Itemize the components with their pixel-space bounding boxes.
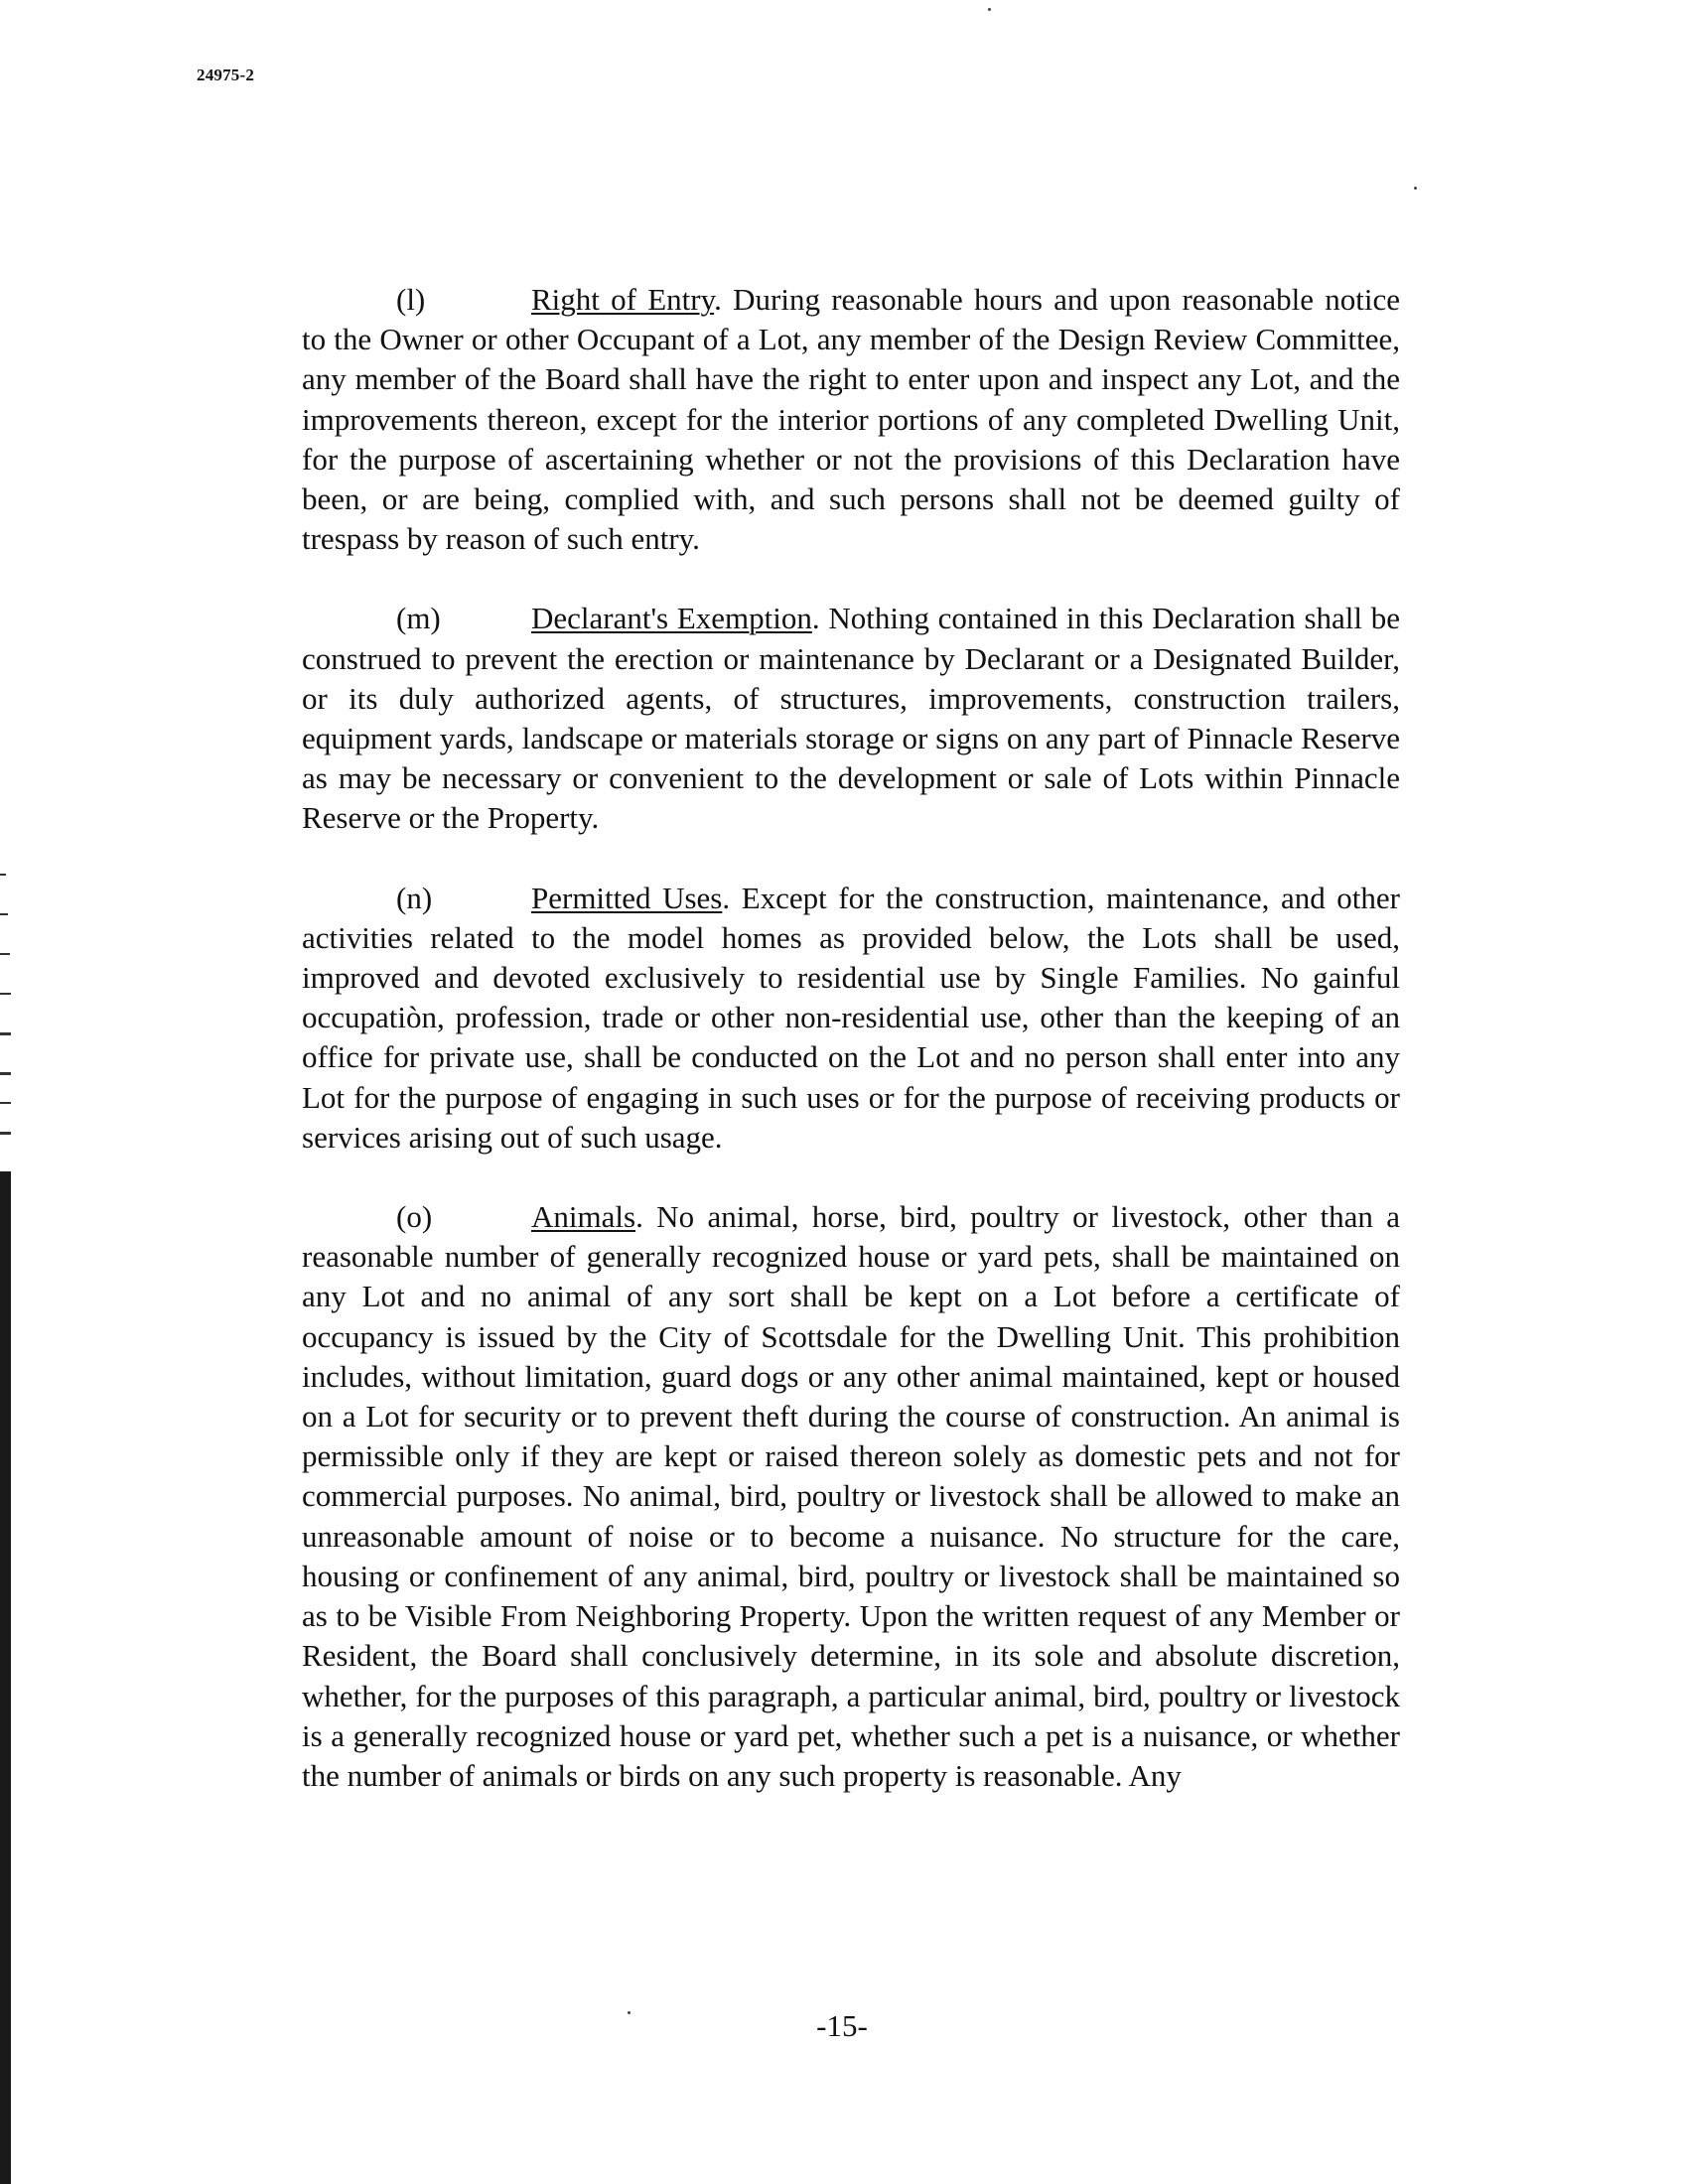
scan-mark [0,993,11,995]
page-number: -15- [816,2008,868,2043]
scan-speck [1414,187,1417,190]
scan-mark [0,1102,11,1104]
document-body [302,280,1400,1836]
paragraph-text: . No animal, horse, bird, poultry or livestock, other than a reasonable number of generally recognized house or yard pets, shall be maintained on any Lot and no animal of any sort shall be kept on a Lot before a certificate of occupancy is issued by the City of Scottsdale for the Dwelling Unit. This prohibition includes, without limitation, guard dogs or any other animal maintained, kept or housed on a Lot for security or to prevent theft during the course of construction. An animal is permissible only if they are kept or raised thereon solely as domestic pets and not for commercial purposes. No animal, bird, poultry or livestock shall be allowed to make an unreasonable amount of noise or to become a nuisance. No structure for the care, housing or confinement of any animal, bird, poultry or livestock shall be maintained so as to be Visible From Neighboring Property. Upon the written request of any Member or Resident, the Board shall conclusively determine, in its sole and absolute discretion, whether, for the purposes of this paragraph, a particular animal, bird, poultry or livestock is a generally recognized house or yard pet, whether such a pet is a nuisance, or whether the number of animals or birds on any such property is reasonable. Any [302,1199,1400,1793]
scan-mark [0,1072,11,1075]
paragraph-number: (m) [396,601,441,636]
paragraph-number: (o) [396,1199,433,1235]
paragraph-animals [302,1197,1400,1796]
scan-mark [0,1032,11,1035]
paragraph-text: . Except for the construction, maintenance, and other activities related to the model homes as provided below, the Lots shall be used, improved and devoted exclusively to residential use by Single Families. No gainful occupatiòn, profession, trade or other non-residential use, other than the keeping of an office for private use, shall be conducted on the Lot and no person shall enter into any Lot for the purpose of engaging in such uses or for the purpose of receiving products or services arising out of such usage. [302,880,1400,1155]
paragraph-text: . During reasonable hours and upon reasonable notice to the Owner or other Occupant of a Lot, any member of the Design Review Committee, any member of the Board shall have the right to enter upon and inspect any Lot, and the improvements thereon, except for the interior portions of any completed Dwelling Unit, for the purpose of ascertaining whether or not the provisions of this Declaration have been, or are being, complied with, and such persons shall not be deemed guilty of trespass by reason of such entry. [302,282,1400,557]
scan-edge-bar [0,1171,11,2184]
paragraph-declarants-exemption [302,599,1400,838]
paragraph-right-of-entry [302,280,1400,559]
scan-mark [0,1132,11,1135]
paragraph-number: (l) [396,282,426,317]
paragraph-text: . Nothing contained in this Declaration shall be construed to prevent the erection or maintenance by Declarant or a Designated Builder, or its duly authorized agents, of structures, improvements, construction trailers, equipment yards, landscape or materials storage or signs on any part of Pinnacle Reserve as may be necessary or convenient to the development or sale of Lots within Pinnacle Reserve or the Property. [302,601,1401,836]
scan-speck [628,2011,631,2014]
document-id: 24975-2 [197,66,255,84]
paragraph-heading: Permitted Uses [531,880,723,915]
scan-mark [0,913,8,915]
scan-mark [0,874,6,876]
paragraph-number: (n) [396,880,433,915]
paragraph-heading: Animals [531,1199,636,1235]
paragraph-heading: Declarant's Exemption [531,601,812,636]
paragraph-heading: Right of Entry [531,282,715,317]
paragraph-permitted-uses [302,879,1400,1158]
scan-mark [0,953,10,955]
scan-speck [988,8,991,11]
